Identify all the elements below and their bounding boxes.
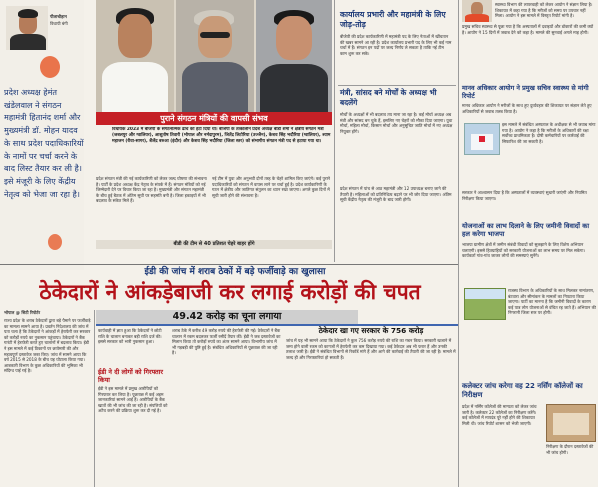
building-icon [546, 404, 596, 442]
side-head: ईडी ने दी लोगों को गिरफ्तार किया [98, 368, 163, 384]
right-text-1: स्वास्थ्य विभाग की लापरवाही को लेकर आयोग ने संज्ञान लिया है। शिकायत में कहा गया है कि मरीजों को समय पर उपचार नहीं मिला। आयोग ने इस मामले में विस्तृत रिपोर्ट मांगी है। [495, 2, 593, 19]
main-col-2: कार्यवाही में ज्ञात हुआ कि ठेकेदारों ने छोटी राशि के चालान बनाकर बड़ी राशि दर्ज की। इससे सरकार को भारी नुकसान हुआ। [98, 328, 162, 345]
main-headline: ठेकेदारों ने आंकड़ेबाजी कर लगाई करोड़ों की चपत [39, 280, 421, 304]
main-col-3: शराब ठेके में करीब 49 करोड़ रुपये की हेराफेरी की गई। ठेकेदारों ने बैंक चालान में रकम बदलकर फर्जी रसीदें तैयार कीं। ईडी ने जब दस्तावेजों का मिलान किया तो करोड़ों रुपये का अंतर सामने आया। विभागीय जांच में भी गड़बड़ी की पुष्टि हुई है। संबंधित अधिकारियों से पूछताछ की जा रही है। [172, 328, 281, 356]
kicker: ईडी की जांच में शराब ठेकों में बड़े फर्जीवाड़े का खुलासा [144, 267, 326, 277]
mid-text-1: बीजेपी की प्रदेश कार्यकारिणी में महामंत्री पद के लिए नेताओं में खींचतान की खबर सामने आ रही है। प्रदेश कार्यालय प्रभारी पद के लिए भी कई नाम चर्चा में हैं। संगठन इन पदों पर जल्द निर्णय ले सकता है ताकि नई टीम काम शुरू कर सके। [340, 34, 452, 56]
portrait-hair [18, 9, 38, 18]
subhead: 49.42 करोड़ का चूना लगाया [172, 311, 282, 322]
right-text-2: मानव अधिकार आयोग ने मरीजों के साथ हुए दुर्व्यवहार की शिकायत पर संज्ञान लेते हुए अधिकारियों से जवाब तलब किया है। [462, 103, 592, 114]
field-icon [464, 288, 506, 320]
subhead-bar [96, 310, 358, 324]
photo-person-2 [176, 0, 254, 112]
main-col-2b: ईडी ने इस मामले में प्रमुख आरोपियों को गिरफ्तार कर लिया है। पूछताछ में कई अहम जानकारियां सामने आई हैं। आरोपियों के बैंक खातों की भी जांच की जा रही है। संपत्तियों को अटैच करने की प्रक्रिया शुरू कर दी गई है। [98, 386, 168, 414]
byline-name: पीलाचौहान [50, 14, 67, 19]
right-text-7: प्रदेश में नर्सिंग कॉलेजों की मान्यता को लेकर जांच जारी है। कलेक्टर 22 कॉलेजों का निरीक्षण करेंगे। कई कॉलेजों में मापदंड पूरे नहीं होने की शिकायत मिली थी। जांच रिपोर्ट शासन को भेजी जाएगी। [462, 404, 537, 426]
avatar [6, 6, 48, 50]
photo-person-3 [256, 0, 332, 112]
left-main-text: प्रदेश अध्यक्ष हेमंत खंडेलवाल ने संगठन महामंत्री हितानंद शर्मा और मुख्यमंत्री डॉ. मोहन यादव के साथ प्रदेश पदाधिकारियों के नामों पर चर्चा करने के बाद लिस्ट तैयार कर ली है। इसे मंजूरी के लिए केंद्रीय नेतृत्व को भेजा जा रहा है। [4, 87, 84, 199]
mid-text-3: प्रदेश संगठन में पांच से आठ महामंत्री और 12 उपाध्यक्ष बनाए जाने की तैयारी है। महिलाओं को प्रतिनिधित्व बढ़ाने पर भी जोर दिया जाएगा। अंतिम सूची केंद्रीय नेतृत्व की मंजूरी के बाद जारी होगी। [340, 186, 452, 203]
mid-head-2: मंत्री, सांसद बने मोर्चों के अध्यक्ष भी बदलेंगे [340, 88, 437, 107]
mid-text-2: मोर्चों के अध्यक्षों में भी बदलाव तय माना जा रहा है। कई मोर्चा अध्यक्ष अब मंत्री और सांसद बन चुके हैं, इसलिए नए चेहरों को मौका दिया जाएगा। युवा मोर्चा, महिला मोर्चा, किसान मोर्चा और अनुसूचित जाति मोर्चा में नए अध्यक्ष नियुक्त होंगे। [340, 112, 453, 134]
right-head-3: कलेक्टर जांच करेगा वह 22 नर्सिंग कॉलेजों का निरीक्षण [462, 382, 583, 399]
right-text-3: इस मामले में संबंधित अस्पताल के अधीक्षक से भी जवाब मांगा गया है। आयोग ने कहा है कि मरीजों के अधिकारों की रक्षा सर्वोच्च प्राथमिकता है। दोषी कर्मचारियों पर कार्रवाई की सिफारिश की जा सकती है। [502, 122, 596, 144]
article-text-a: प्रदेश संगठन मंत्री की नई कार्यकारिणी को लेकर जल्द घोषणा की संभावना है। पार्टी के प्रदेश अध्यक्ष केंद्र नेतृत्व के संपर्क में हैं। संगठन मंत्रियों को नई जिम्मेदारी देने पर विचार किया जा रहा है। मुख्यमंत्री और संगठन महामंत्री के बीच हुई बैठक में अंतिम सूची पर सहमति बनी है। जिला इकाइयों में भी बदलाव के संकेत मिले हैं। [96, 176, 207, 204]
photo-group [96, 0, 332, 112]
mid-head-1: कार्यालय प्रभारी और महामंत्री के लिए जोड़-तोड़ [340, 10, 446, 29]
right-head-2: योजनाओं का लाभ दिलाने के लिए जमीनी विवादों का हल करेगा भाजपा [462, 222, 590, 239]
right-text-6: राजस्व विभाग के अधिकारियों के साथ मिलकर नामांतरण, बंटवारा और सीमांकन के मामलों का निपटारा किया जाएगा। पार्टी का मानना है कि जमीनी विवादों के कारण कई पात्र लोग योजनाओं से वंचित रह जाते हैं। अभियान की निगरानी जिला स्तर पर होगी। [508, 288, 596, 316]
caption-bar [96, 112, 332, 125]
newspaper-logo [40, 56, 60, 78]
left-column [0, 0, 84, 270]
right-portrait [462, 0, 492, 22]
main-col-4: जांच में यह भी सामने आया कि ठेकेदारों ने कुल 756 करोड़ रुपये की राशि का गबन किया। सरकारी खजाने में जमा होने वाली रकम को कागजों में हेराफेरी कर कम दिखाया गया। कई ठेकेदार अब भी फरार हैं और उनकी तलाश जारी है। ईडी ने संबंधित विभागों से रिकॉर्ड मांगे हैं और आगे की कार्रवाई की तैयारी की जा रही है। मामले में जल्द ही और गिरफ्तारियां हो सकती हैं। [286, 338, 456, 360]
portrait-body [10, 34, 46, 50]
right-text-5: भाजपा ग्रामीण क्षेत्रों में जमीन संबंधी विवादों को सुलझाने के लिए विशेष अभियान चलाएगी। इससे हितग्राहियों को सरकारी योजनाओं का लाभ समय पर मिल सकेगा। कार्यकर्ता गांव-गांव जाकर लोगों की समस्याएं सुनेंगे। [462, 242, 586, 259]
right-text-4: सरकार ने आश्वासन दिया है कि अस्पतालों में व्यवस्थाएं सुधारी जाएंगी और नियमित निरीक्षण किया जाएगा। [462, 190, 587, 201]
main-col-1: राज्य प्रदेश के शराब ठेकेदारों द्वारा बड़े पैमाने पर फर्जीवाड़े का मामला सामने आया है। प्रवर्तन निदेशालय की जांच में पता चला है कि ठेकेदारों ने आंकड़ों में हेराफेरी कर सरकार को करोड़ों रुपये का नुकसान पहुंचाया। ठेकेदारों ने बैंक गारंटी में हेराफेरी करते हुए चालानों में बदलाव किया। ईडी ने इस मामले में कई ठिकानों पर छापेमारी की और महत्वपूर्ण दस्तावेज जब्त किए। जांच में सामने आया कि वर्ष 2015 से 2018 के बीच यह घोटाला किया गया। आबकारी विभाग के कुछ अधिकारियों की भूमिका भी संदिग्ध पाई गई है। [4, 318, 91, 374]
byline-desc: विधायी बंगी [50, 21, 68, 26]
right-head-1: मानव अधिकार आयोग ने प्रमुख सचिव स्वास्थ्य से मांगी रिपोर्ट [462, 84, 589, 100]
right-text-1b: प्रमुख सचिव स्वास्थ्य से पूछा गया है कि अस्पतालों में दवाइयों और डॉक्टरों की कमी क्यों है। आयोग ने 15 दिनों में जवाब देने को कहा है। मामले की सुनवाई अगले माह होगी। [462, 24, 594, 35]
article-text-b: नई टीम में युवा और अनुभवी दोनों तरह के चेहरे शामिल किए जाएंगे। कई पुराने पदाधिकारियों को संगठन में वापस लाने पर चर्चा हुई है। प्रदेश कार्यकारिणी के गठन में क्षेत्रीय और जातिगत संतुलन का ध्यान रखा जाएगा। अगले कुछ दिनों में सूची जारी होने की संभावना है। [212, 176, 330, 198]
main-byline: भोपाल @ सिटी रिपोर्टर [4, 310, 41, 315]
top-bottom-strip [96, 240, 332, 249]
hospital-icon [464, 123, 500, 155]
subhead-2: ठेकेदार खा गए सरकार के 756 करोड़ [318, 326, 424, 335]
bullet-mark [48, 234, 62, 250]
caption-title: पुराने संगठन मंत्रियों की वापसी संभव [160, 114, 268, 123]
photo-person-1 [96, 0, 174, 112]
right-text-8: निरीक्षण के दौरान दस्तावेजों की भी जांच होगी। [546, 444, 594, 455]
caption-body: विधायक 2023 में बीजेपी के संगठनात्मक ढांचे को हटा दिया था। बीजेपी के तत्कालीन प्रदेश अध्यक्ष बीडी शर्मा ने क्षेत्रीय संगठन मंत्री (जबलपुर और ग्वालियर), आशुतोष तिवारी (भोपाल और नर्मदापुरम), जितेंद्र लिटोरिया (उज्जैन), केशव सिंह भदौरिया (ग्वालियर), श्याम महाजन (रीवा-सागर), शैलेंद्र बरुआ (इंदौर) और केशव सिंह भदौरिया (जिला स्तर) को संभागीय संगठन मंत्री पद से हटाया गया था। [112, 127, 331, 145]
strip-text: बीडी की टीम से 40 प्रतिशत चेहरे बाहर होंगे [173, 241, 255, 247]
